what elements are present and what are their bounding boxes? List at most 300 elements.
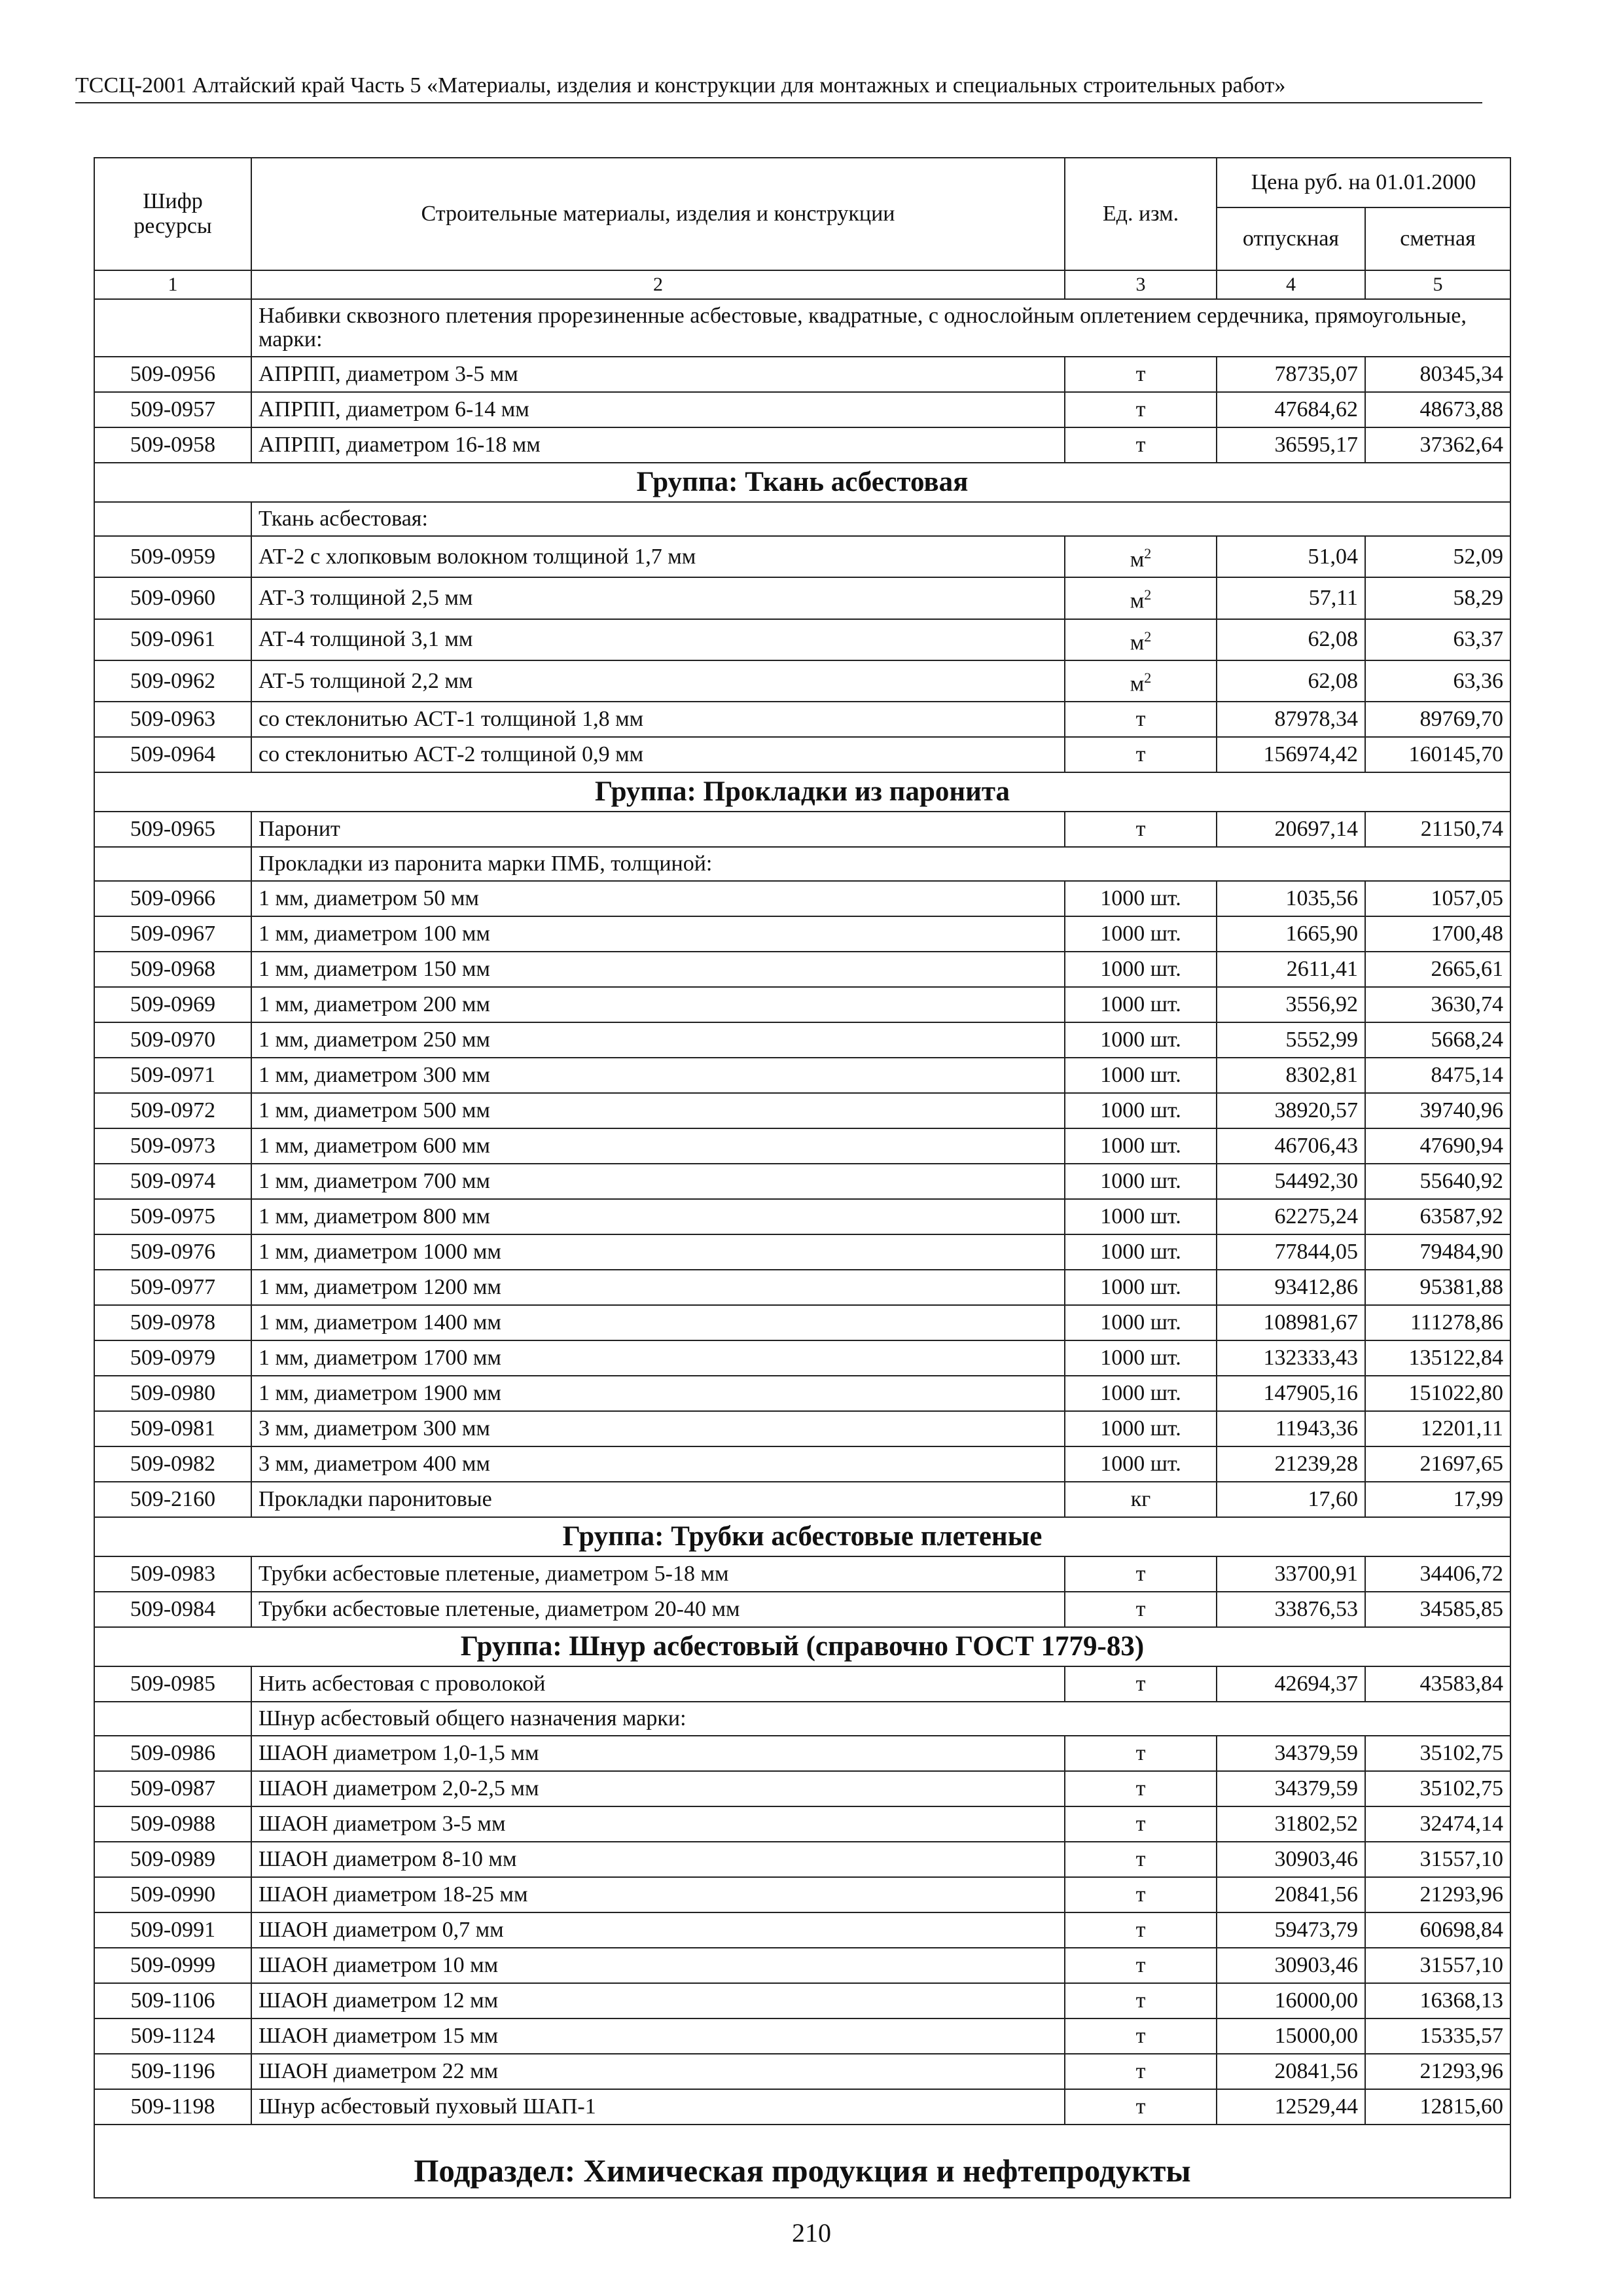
page-header: ТССЦ-2001 Алтайский край Часть 5 «Материалы, изделия и конструкции для монтажных и специальных строительных работ» xyxy=(75,73,1482,103)
material-name: ШАОН диаметром 15 мм xyxy=(251,2018,1065,2054)
resource-code: 509-0969 xyxy=(94,987,251,1022)
price-release: 62275,24 xyxy=(1217,1199,1365,1234)
unit-cell xyxy=(1065,737,1217,772)
price-estimate: 16368,13 xyxy=(1365,1983,1510,2018)
unit-text: т xyxy=(1135,2024,1146,2049)
price-estimate: 1057,05 xyxy=(1365,881,1510,916)
unit-cell xyxy=(1065,1948,1217,1983)
table-row xyxy=(94,1093,1510,1128)
table-row xyxy=(94,1482,1510,1517)
unit-text: 1000 шт. xyxy=(1100,1452,1181,1477)
unit-text: 1000 шт. xyxy=(1100,1310,1181,1335)
group-heading-row xyxy=(94,1517,1510,1556)
resource-code: 509-0970 xyxy=(94,1022,251,1058)
unit-text: 1000 шт. xyxy=(1100,1240,1181,1265)
material-name: со стеклонитью АСТ-2 толщиной 0,9 мм xyxy=(251,737,1065,772)
unit-cell xyxy=(1065,916,1217,952)
category-note: Ткань асбестовая: xyxy=(251,502,1510,536)
unit-superscript: 2 xyxy=(1144,669,1152,686)
unit-cell xyxy=(1065,2089,1217,2125)
unit-text: 1000 шт. xyxy=(1100,1063,1181,1088)
price-estimate: 60698,84 xyxy=(1365,1912,1510,1948)
resource-code: 509-1124 xyxy=(94,2018,251,2054)
resource-code: 509-0978 xyxy=(94,1305,251,1340)
resource-code: 509-1106 xyxy=(94,1983,251,2018)
resource-code: 509-0989 xyxy=(94,1842,251,1877)
material-name: АТ-2 с хлопковым волокном толщиной 1,7 мм xyxy=(251,536,1065,577)
table-row xyxy=(94,660,1510,702)
resource-code: 509-0990 xyxy=(94,1877,251,1912)
unit-text: м xyxy=(1130,588,1145,613)
resource-code: 509-0964 xyxy=(94,737,251,772)
table-row xyxy=(94,1128,1510,1164)
table-row xyxy=(94,619,1510,660)
price-release: 57,11 xyxy=(1217,577,1365,619)
unit-text: 1000 шт. xyxy=(1100,1204,1181,1229)
material-name: 1 мм, диаметром 1200 мм xyxy=(251,1270,1065,1305)
material-name: 1 мм, диаметром 1400 мм xyxy=(251,1305,1065,1340)
table-row xyxy=(94,1376,1510,1411)
resource-code: 509-0975 xyxy=(94,1199,251,1234)
price-estimate: 35102,75 xyxy=(1365,1736,1510,1771)
unit-text: т xyxy=(1135,1597,1146,1622)
table-row xyxy=(94,2089,1510,2125)
unit-text: 1000 шт. xyxy=(1100,886,1181,911)
page-number: 210 xyxy=(792,2218,831,2248)
table-row xyxy=(94,1736,1510,1771)
unit-text: т xyxy=(1135,1741,1146,1766)
unit-cell xyxy=(1065,536,1217,577)
unit-cell xyxy=(1065,1983,1217,2018)
unit-cell xyxy=(1065,619,1217,660)
price-release: 62,08 xyxy=(1217,660,1365,702)
unit-text: т xyxy=(1135,707,1146,732)
unit-cell xyxy=(1065,392,1217,427)
resource-code: 509-0991 xyxy=(94,1912,251,1948)
unit-cell xyxy=(1065,952,1217,987)
resource-code: 509-0985 xyxy=(94,1666,251,1702)
price-estimate: 160145,70 xyxy=(1365,737,1510,772)
column-number-row xyxy=(94,270,1510,299)
resource-code: 509-0987 xyxy=(94,1771,251,1806)
price-estimate: 43583,84 xyxy=(1365,1666,1510,1702)
header-name: Строительные материалы, изделия и конструкции xyxy=(251,158,1065,270)
table-row xyxy=(94,1199,1510,1234)
unit-text: 1000 шт. xyxy=(1100,1416,1181,1441)
material-name: 1 мм, диаметром 150 мм xyxy=(251,952,1065,987)
group-heading-row xyxy=(94,463,1510,502)
price-estimate: 63587,92 xyxy=(1365,1199,1510,1234)
material-name: ШАОН диаметром 0,7 мм xyxy=(251,1912,1065,1948)
group-heading-row xyxy=(94,1627,1510,1666)
unit-cell xyxy=(1065,2018,1217,2054)
material-name: АПРПП, диаметром 3-5 мм xyxy=(251,357,1065,392)
header-price: Цена руб. на 01.01.2000 xyxy=(1217,158,1510,207)
table-row xyxy=(94,1270,1510,1305)
price-release: 11943,36 xyxy=(1217,1411,1365,1446)
empty-cell xyxy=(94,1702,251,1736)
material-name: Шнур асбестовый пуховый ШАП-1 xyxy=(251,2089,1065,2125)
price-release: 47684,62 xyxy=(1217,392,1365,427)
unit-text: 1000 шт. xyxy=(1100,957,1181,982)
table-row xyxy=(94,1806,1510,1842)
price-estimate: 15335,57 xyxy=(1365,2018,1510,2054)
price-estimate: 48673,88 xyxy=(1365,392,1510,427)
unit-text: т xyxy=(1135,1562,1146,1587)
resource-code: 509-0968 xyxy=(94,952,251,987)
price-release: 42694,37 xyxy=(1217,1666,1365,1702)
price-estimate: 31557,10 xyxy=(1365,1842,1510,1877)
unit-text: т xyxy=(1135,1812,1146,1837)
unit-text: 1000 шт. xyxy=(1100,1346,1181,1371)
price-estimate: 135122,84 xyxy=(1365,1340,1510,1376)
material-name: 1 мм, диаметром 50 мм xyxy=(251,881,1065,916)
unit-text: т xyxy=(1135,1776,1146,1801)
unit-text: т xyxy=(1135,1918,1146,1943)
price-release: 108981,67 xyxy=(1217,1305,1365,1340)
resource-code: 509-0977 xyxy=(94,1270,251,1305)
price-estimate: 3630,74 xyxy=(1365,987,1510,1022)
table-row xyxy=(94,952,1510,987)
unit-text: т xyxy=(1135,1672,1146,1696)
price-release: 77844,05 xyxy=(1217,1234,1365,1270)
unit-text: т xyxy=(1135,1988,1146,2013)
unit-cell xyxy=(1065,577,1217,619)
resource-code: 509-0986 xyxy=(94,1736,251,1771)
price-release: 31802,52 xyxy=(1217,1806,1365,1842)
unit-cell xyxy=(1065,1877,1217,1912)
table-row xyxy=(94,987,1510,1022)
unit-text: т xyxy=(1135,2094,1146,2119)
unit-text: т xyxy=(1135,1882,1146,1907)
table-row xyxy=(94,1912,1510,1948)
unit-superscript: 2 xyxy=(1144,586,1152,603)
unit-superscript: 2 xyxy=(1144,545,1152,562)
price-release: 33700,91 xyxy=(1217,1556,1365,1592)
unit-cell xyxy=(1065,1093,1217,1128)
price-estimate: 63,37 xyxy=(1365,619,1510,660)
subsection-heading: Подраздел: Химическая продукция и нефтепродукты xyxy=(94,2125,1510,2198)
material-name: АПРПП, диаметром 6-14 мм xyxy=(251,392,1065,427)
resource-code: 509-0963 xyxy=(94,702,251,737)
table-row xyxy=(94,357,1510,392)
unit-text: т xyxy=(1135,362,1146,386)
price-estimate: 151022,80 xyxy=(1365,1376,1510,1411)
unit-text: 1000 шт. xyxy=(1100,1028,1181,1052)
unit-text: 1000 шт. xyxy=(1100,1169,1181,1194)
unit-text: 1000 шт. xyxy=(1100,922,1181,946)
price-estimate: 34585,85 xyxy=(1365,1592,1510,1627)
resource-code: 509-0962 xyxy=(94,660,251,702)
price-release: 2611,41 xyxy=(1217,952,1365,987)
resource-code: 509-0971 xyxy=(94,1058,251,1093)
resource-code: 509-0972 xyxy=(94,1093,251,1128)
resource-code: 509-0965 xyxy=(94,812,251,847)
price-estimate: 111278,86 xyxy=(1365,1305,1510,1340)
unit-text: 1000 шт. xyxy=(1100,1098,1181,1123)
price-estimate: 47690,94 xyxy=(1365,1128,1510,1164)
material-name: 1 мм, диаметром 200 мм xyxy=(251,987,1065,1022)
table-row xyxy=(94,1983,1510,2018)
resource-code: 509-0959 xyxy=(94,536,251,577)
empty-cell xyxy=(94,299,251,357)
price-release: 1665,90 xyxy=(1217,916,1365,952)
column-number: 1 xyxy=(94,270,251,299)
price-release: 54492,30 xyxy=(1217,1164,1365,1199)
price-release: 12529,44 xyxy=(1217,2089,1365,2125)
column-number: 3 xyxy=(1065,270,1217,299)
unit-cell xyxy=(1065,1666,1217,1702)
material-name: 1 мм, диаметром 600 мм xyxy=(251,1128,1065,1164)
price-release: 93412,86 xyxy=(1217,1270,1365,1305)
price-estimate: 12201,11 xyxy=(1365,1411,1510,1446)
resource-code: 509-0984 xyxy=(94,1592,251,1627)
category-note: Шнур асбестовый общего назначения марки: xyxy=(251,1702,1510,1736)
header-price-release: отпускная xyxy=(1217,207,1365,270)
price-release: 51,04 xyxy=(1217,536,1365,577)
price-estimate: 1700,48 xyxy=(1365,916,1510,952)
unit-text: т xyxy=(1135,1847,1146,1872)
group-heading-row xyxy=(94,772,1510,812)
unit-cell xyxy=(1065,1411,1217,1446)
price-estimate: 21150,74 xyxy=(1365,812,1510,847)
table-row xyxy=(94,577,1510,619)
empty-cell xyxy=(94,502,251,536)
header-price-estimate: сметная xyxy=(1365,207,1510,270)
unit-text: м xyxy=(1130,547,1145,572)
price-estimate: 35102,75 xyxy=(1365,1771,1510,1806)
price-estimate: 8475,14 xyxy=(1365,1058,1510,1093)
resource-code: 509-0980 xyxy=(94,1376,251,1411)
material-name: Паронит xyxy=(251,812,1065,847)
table-row xyxy=(94,916,1510,952)
material-name: 1 мм, диаметром 800 мм xyxy=(251,1199,1065,1234)
table-row xyxy=(94,1164,1510,1199)
price-estimate: 80345,34 xyxy=(1365,357,1510,392)
table-row xyxy=(94,1234,1510,1270)
table-row xyxy=(94,881,1510,916)
price-estimate: 58,29 xyxy=(1365,577,1510,619)
empty-cell xyxy=(94,847,251,881)
price-release: 156974,42 xyxy=(1217,737,1365,772)
unit-cell xyxy=(1065,1128,1217,1164)
material-name: со стеклонитью АСТ-1 толщиной 1,8 мм xyxy=(251,702,1065,737)
resource-code: 509-0976 xyxy=(94,1234,251,1270)
price-estimate: 21697,65 xyxy=(1365,1446,1510,1482)
column-number: 4 xyxy=(1217,270,1365,299)
unit-text: т xyxy=(1135,433,1146,457)
price-release: 1035,56 xyxy=(1217,881,1365,916)
group-heading: Группа: Прокладки из паронита xyxy=(94,772,1510,812)
table-row xyxy=(94,392,1510,427)
unit-cell xyxy=(1065,881,1217,916)
material-name: 1 мм, диаметром 1900 мм xyxy=(251,1376,1065,1411)
unit-cell xyxy=(1065,1446,1217,1482)
table-row xyxy=(94,1411,1510,1446)
unit-cell xyxy=(1065,1234,1217,1270)
price-estimate: 37362,64 xyxy=(1365,427,1510,463)
table-row xyxy=(94,1022,1510,1058)
price-release: 20841,56 xyxy=(1217,1877,1365,1912)
price-release: 34379,59 xyxy=(1217,1771,1365,1806)
table-row xyxy=(94,1666,1510,1702)
price-release: 36595,17 xyxy=(1217,427,1365,463)
material-name: 1 мм, диаметром 700 мм xyxy=(251,1164,1065,1199)
material-name: Трубки асбестовые плетеные, диаметром 5-18 мм xyxy=(251,1556,1065,1592)
material-name: ШАОН диаметром 22 мм xyxy=(251,2054,1065,2089)
unit-text: 1000 шт. xyxy=(1100,992,1181,1017)
unit-text: м xyxy=(1130,672,1145,696)
table-row xyxy=(94,2054,1510,2089)
unit-cell xyxy=(1065,1340,1217,1376)
unit-cell xyxy=(1065,1912,1217,1948)
material-name: 1 мм, диаметром 500 мм xyxy=(251,1093,1065,1128)
unit-cell xyxy=(1065,1164,1217,1199)
resource-code: 509-0967 xyxy=(94,916,251,952)
resource-code: 509-0956 xyxy=(94,357,251,392)
unit-cell xyxy=(1065,1842,1217,1877)
table-row xyxy=(94,1340,1510,1376)
price-release: 38920,57 xyxy=(1217,1093,1365,1128)
header-unit: Ед. изм. xyxy=(1065,158,1217,270)
price-estimate: 17,99 xyxy=(1365,1482,1510,1517)
unit-cell xyxy=(1065,1736,1217,1771)
unit-cell xyxy=(1065,1376,1217,1411)
unit-superscript: 2 xyxy=(1144,628,1152,645)
resource-code: 509-0982 xyxy=(94,1446,251,1482)
unit-cell xyxy=(1065,812,1217,847)
unit-cell xyxy=(1065,1482,1217,1517)
price-table xyxy=(94,157,1511,2198)
unit-text: 1000 шт. xyxy=(1100,1381,1181,1406)
resource-code: 509-0999 xyxy=(94,1948,251,1983)
price-estimate: 5668,24 xyxy=(1365,1022,1510,1058)
table-row xyxy=(94,1771,1510,1806)
price-estimate: 34406,72 xyxy=(1365,1556,1510,1592)
column-number: 2 xyxy=(251,270,1065,299)
table-row xyxy=(94,1305,1510,1340)
material-name: ШАОН диаметром 3-5 мм xyxy=(251,1806,1065,1842)
resource-code: 509-0957 xyxy=(94,392,251,427)
unit-cell xyxy=(1065,702,1217,737)
price-release: 46706,43 xyxy=(1217,1128,1365,1164)
price-estimate: 12815,60 xyxy=(1365,2089,1510,2125)
price-release: 78735,07 xyxy=(1217,357,1365,392)
table-row xyxy=(94,1058,1510,1093)
price-estimate: 95381,88 xyxy=(1365,1270,1510,1305)
price-release: 21239,28 xyxy=(1217,1446,1365,1482)
price-release: 33876,53 xyxy=(1217,1592,1365,1627)
material-name: Трубки асбестовые плетеные, диаметром 20-40 мм xyxy=(251,1592,1065,1627)
price-release: 87978,34 xyxy=(1217,702,1365,737)
price-release: 62,08 xyxy=(1217,619,1365,660)
price-estimate: 2665,61 xyxy=(1365,952,1510,987)
unit-text: т xyxy=(1135,397,1146,422)
price-release: 5552,99 xyxy=(1217,1022,1365,1058)
category-note-row xyxy=(94,1702,1510,1736)
resource-code: 509-0961 xyxy=(94,619,251,660)
unit-cell xyxy=(1065,1058,1217,1093)
resource-code: 509-0958 xyxy=(94,427,251,463)
column-number: 5 xyxy=(1365,270,1510,299)
unit-text: 1000 шт. xyxy=(1100,1134,1181,1158)
group-heading: Группа: Шнур асбестовый (справочно ГОСТ 1779-83) xyxy=(94,1627,1510,1666)
price-estimate: 89769,70 xyxy=(1365,702,1510,737)
material-name: 1 мм, диаметром 1700 мм xyxy=(251,1340,1065,1376)
resource-code: 509-0981 xyxy=(94,1411,251,1446)
price-release: 30903,46 xyxy=(1217,1948,1365,1983)
unit-text: кг xyxy=(1130,1487,1151,1512)
unit-text: т xyxy=(1135,817,1146,842)
unit-cell xyxy=(1065,427,1217,463)
material-name: ШАОН диаметром 12 мм xyxy=(251,1983,1065,2018)
price-estimate: 79484,90 xyxy=(1365,1234,1510,1270)
table-row xyxy=(94,1948,1510,1983)
category-note-row xyxy=(94,299,1510,357)
price-estimate: 55640,92 xyxy=(1365,1164,1510,1199)
unit-text: т xyxy=(1135,2059,1146,2084)
table-row xyxy=(94,737,1510,772)
header-code: Шифр ресурсы xyxy=(94,158,251,270)
price-estimate: 63,36 xyxy=(1365,660,1510,702)
price-release: 132333,43 xyxy=(1217,1340,1365,1376)
table-row xyxy=(94,1556,1510,1592)
category-note-row xyxy=(94,847,1510,881)
resource-code: 509-0973 xyxy=(94,1128,251,1164)
unit-cell xyxy=(1065,357,1217,392)
group-heading: Группа: Ткань асбестовая xyxy=(94,463,1510,502)
material-name: Нить асбестовая с проволокой xyxy=(251,1666,1065,1702)
unit-cell xyxy=(1065,1806,1217,1842)
resource-code: 509-1198 xyxy=(94,2089,251,2125)
price-release: 17,60 xyxy=(1217,1482,1365,1517)
price-release: 30903,46 xyxy=(1217,1842,1365,1877)
price-release: 20841,56 xyxy=(1217,2054,1365,2089)
group-heading: Группа: Трубки асбестовые плетеные xyxy=(94,1517,1510,1556)
material-name: ШАОН диаметром 18-25 мм xyxy=(251,1877,1065,1912)
price-release: 34379,59 xyxy=(1217,1736,1365,1771)
material-name: АТ-3 толщиной 2,5 мм xyxy=(251,577,1065,619)
unit-cell xyxy=(1065,987,1217,1022)
material-name: 1 мм, диаметром 300 мм xyxy=(251,1058,1065,1093)
unit-cell xyxy=(1065,1592,1217,1627)
material-name: ШАОН диаметром 2,0-2,5 мм xyxy=(251,1771,1065,1806)
resource-code: 509-2160 xyxy=(94,1482,251,1517)
material-name: 3 мм, диаметром 300 мм xyxy=(251,1411,1065,1446)
unit-text: т xyxy=(1135,1953,1146,1978)
resource-code: 509-0960 xyxy=(94,577,251,619)
price-release: 16000,00 xyxy=(1217,1983,1365,2018)
resource-code: 509-0979 xyxy=(94,1340,251,1376)
category-note: Прокладки из паронита марки ПМБ, толщиной: xyxy=(251,847,1510,881)
price-estimate: 31557,10 xyxy=(1365,1948,1510,1983)
price-release: 15000,00 xyxy=(1217,2018,1365,2054)
price-estimate: 21293,96 xyxy=(1365,1877,1510,1912)
material-name: АПРПП, диаметром 16-18 мм xyxy=(251,427,1065,463)
material-name: ШАОН диаметром 10 мм xyxy=(251,1948,1065,1983)
table-row xyxy=(94,1842,1510,1877)
table-row xyxy=(94,1877,1510,1912)
material-name: АТ-4 толщиной 3,1 мм xyxy=(251,619,1065,660)
material-name: ШАОН диаметром 1,0-1,5 мм xyxy=(251,1736,1065,1771)
price-release: 3556,92 xyxy=(1217,987,1365,1022)
unit-cell xyxy=(1065,1270,1217,1305)
resource-code: 509-0983 xyxy=(94,1556,251,1592)
table-row xyxy=(94,702,1510,737)
table-row xyxy=(94,1446,1510,1482)
price-estimate: 32474,14 xyxy=(1365,1806,1510,1842)
unit-cell xyxy=(1065,1556,1217,1592)
